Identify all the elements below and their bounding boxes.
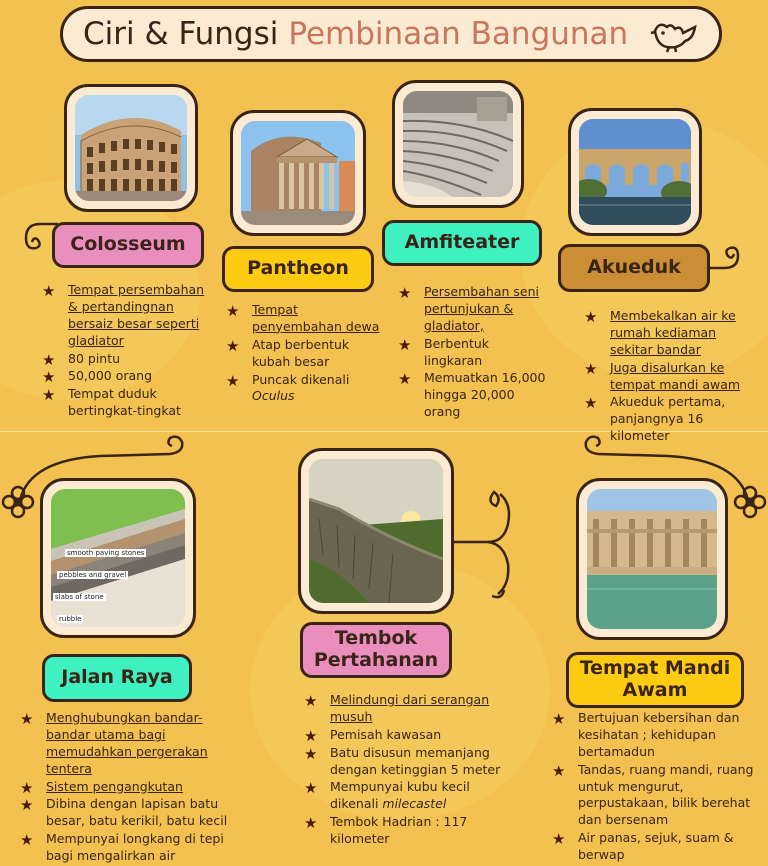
label-line: Tembok xyxy=(334,627,418,650)
fact-text: Persembahan seni pertunjukan & gladiator, xyxy=(424,284,539,333)
fact-text: Tandas, ruang mandi, ruang untuk mengurut, perpustakaan, bilik berehat dan bersenam xyxy=(578,761,754,828)
list-item xyxy=(40,282,210,350)
title-part1: Ciri & Fungsi xyxy=(83,16,279,52)
list-item xyxy=(18,779,228,796)
tembok-photo xyxy=(298,448,454,614)
pantheon-photo xyxy=(230,110,366,236)
title-part2: Pembinaan Bangunan xyxy=(288,16,629,52)
list-item xyxy=(582,394,762,445)
amfiteater-label: Amfiteater xyxy=(382,220,542,266)
fact-text: Berbentuk lingkaran xyxy=(424,335,490,368)
jalan-raya-label: Jalan Raya xyxy=(42,654,192,702)
list-item xyxy=(302,745,502,779)
amfiteater-facts xyxy=(396,284,546,422)
list-item xyxy=(550,762,760,830)
label-line: Tempat Mandi xyxy=(579,657,731,680)
fact-text: Juga disalurkan ke tempat mandi awam xyxy=(610,359,741,392)
fact-text: Mempunyai kubu kecil dikenali xyxy=(330,779,470,812)
list-item xyxy=(302,779,502,813)
list-item xyxy=(582,360,762,394)
list-item xyxy=(302,727,502,744)
list-item xyxy=(550,710,760,761)
fact-emphasis: milecastel xyxy=(382,796,447,812)
label-line: Awam xyxy=(622,679,688,701)
list-item xyxy=(396,336,546,370)
fact-text: Melindungi dari serangan musuh xyxy=(330,692,490,724)
colosseum-facts xyxy=(40,282,210,421)
fact-text: 80 pintu xyxy=(68,350,121,366)
akueduk-facts xyxy=(582,308,762,446)
leaf-sprig-icon xyxy=(448,484,520,604)
list-item xyxy=(396,370,546,421)
fact-text: Tempat duduk bertingkat-tingkat xyxy=(68,386,181,419)
list-item xyxy=(302,692,502,726)
list-item xyxy=(18,831,228,865)
fact-text: Batu disusun memanjang dengan ketinggian 5 meter xyxy=(330,744,501,777)
fact-text: 50,000 orang xyxy=(68,368,153,384)
fact-text: Sistem pengangkutan xyxy=(46,778,183,794)
fact-text: Akueduk pertama, panjangnya 16 kilometer xyxy=(610,394,726,444)
list-item xyxy=(550,830,760,864)
fact-text: Tembok Hadrian : 117 kilometer xyxy=(330,814,468,846)
fact-text: Pemisah kawasan xyxy=(330,726,442,742)
bird-icon xyxy=(649,17,699,53)
list-item xyxy=(224,302,384,336)
tembok-facts xyxy=(302,692,502,849)
label-line: Pertahanan xyxy=(313,649,439,671)
fact-text: Menghubungkan bandar-bandar utama bagi memudahkan pergerakan tentera xyxy=(46,710,208,776)
fact-text: Tempat persembahan & pertandingnan bersaiz besar seperti gladiator xyxy=(68,282,205,348)
tempat-mandi-facts xyxy=(550,710,760,865)
photo-caption: smooth paving stones xyxy=(67,549,145,557)
list-item xyxy=(224,337,384,371)
amfiteater-photo xyxy=(392,80,524,208)
fact-text: Dibina dengan lapisan batu besar, batu kerikil, batu kecil xyxy=(46,796,228,829)
list-item xyxy=(18,710,228,778)
swirl-icon xyxy=(708,238,748,288)
fact-text: Air panas, sejuk, suam & berwap xyxy=(578,830,734,862)
pantheon-facts xyxy=(224,302,384,406)
jalan-raya-photo xyxy=(40,478,196,638)
akueduk-label: Akueduk xyxy=(558,244,710,292)
photo-caption: slabs of stone xyxy=(55,593,104,601)
jalan-raya-facts xyxy=(18,710,228,866)
photo-caption: pebbles and gravel xyxy=(59,571,127,579)
list-item xyxy=(396,284,546,335)
pantheon-label: Pantheon xyxy=(222,246,374,292)
colosseum-label: Colosseum xyxy=(52,222,204,268)
list-item xyxy=(40,368,210,385)
tempat-mandi-label xyxy=(566,652,744,708)
fact-text: Bertujuan kebersihan dan kesihatan ; kehidupan bertamadun xyxy=(578,710,740,759)
list-item xyxy=(302,814,502,848)
fact-emphasis: Oculus xyxy=(252,388,295,404)
fact-text: Membekalkan air ke rumah kediaman sekitar bandar xyxy=(610,308,736,357)
fact-text: Mempunyai longkang di tepi bagi mengalirkan air xyxy=(46,831,224,863)
tembok-label xyxy=(300,622,452,678)
fact-text: Memuatkan 16,000 hingga 20,000 orang xyxy=(424,370,546,420)
colosseum-photo xyxy=(64,84,198,212)
tempat-mandi-photo xyxy=(576,478,728,640)
list-item xyxy=(582,308,762,359)
list-item xyxy=(40,386,210,420)
page-title xyxy=(60,6,722,62)
photo-caption: rubble xyxy=(59,615,82,623)
fact-text: Puncak dikenali xyxy=(252,371,350,387)
fact-text: Atap berbentuk kubah besar xyxy=(252,336,350,369)
list-item xyxy=(18,796,228,830)
akueduk-photo xyxy=(568,108,702,236)
fact-text: Tempat penyembahan dewa xyxy=(252,302,380,334)
list-item xyxy=(224,372,384,406)
list-item xyxy=(40,351,210,368)
